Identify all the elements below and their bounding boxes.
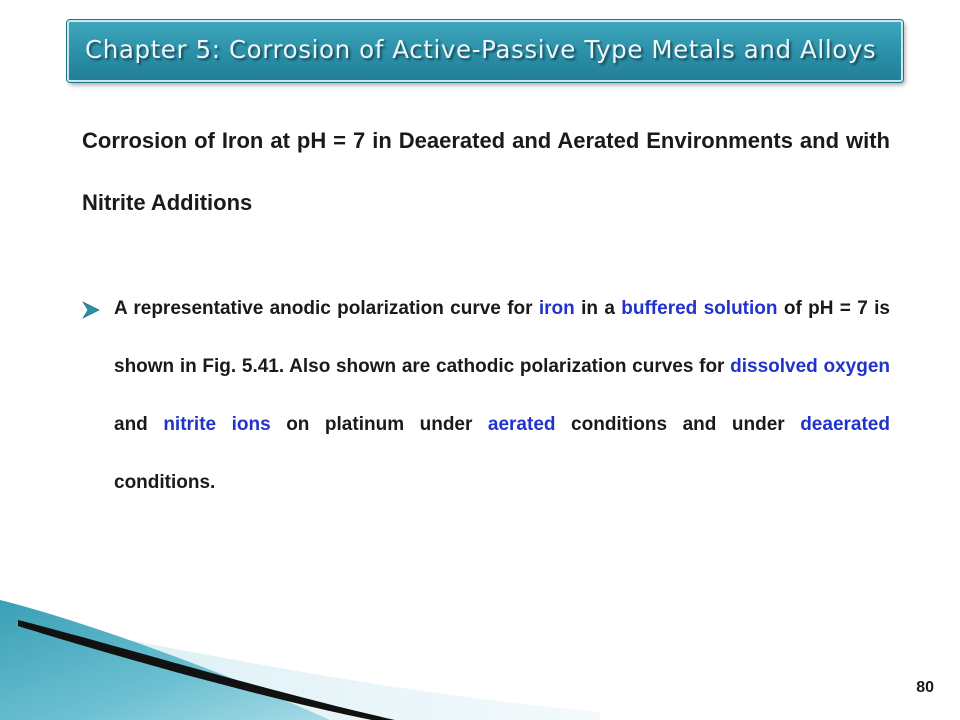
bullet-text-segment: conditions and under (555, 414, 801, 435)
slide-title: Chapter 5: Corrosion of Active-Passive Type Metals and Alloys (85, 35, 877, 64)
bullet-item (82, 280, 890, 512)
highlight-dissolved-oxygen: dissolved oxygen (730, 356, 890, 377)
highlight-aerated: aerated (487, 414, 556, 435)
page-number: 80 (916, 679, 934, 696)
highlight-nitrite-ions: nitrite ions (163, 414, 271, 435)
slide-subtitle: Corrosion of Iron at pH = 7 in Deaerated and Aerated Environments and with Nitrite Additions (82, 128, 890, 215)
bullet-text-segment: in a (574, 298, 622, 319)
highlight-iron: iron (538, 298, 575, 319)
bullet-text-segment: and (114, 414, 164, 435)
highlight-buffered-solution: buffered solution (621, 298, 778, 319)
decorative-swoosh (0, 600, 600, 720)
bullet-text-segment: conditions. (114, 472, 216, 493)
slide-title-bar (67, 20, 903, 82)
bullet-text-segment: on platinum under (270, 414, 488, 435)
bullet-text (114, 280, 890, 512)
bullet-text-segment: of pH = 7 is shown in Fig. 5.41. Also shown are cathodic polarization curves for (114, 298, 891, 377)
arrow-bullet-icon (82, 301, 100, 319)
bullet-text-segment: A representative anodic polarization curve for (114, 298, 539, 319)
highlight-deaerated: deaerated (800, 414, 890, 435)
